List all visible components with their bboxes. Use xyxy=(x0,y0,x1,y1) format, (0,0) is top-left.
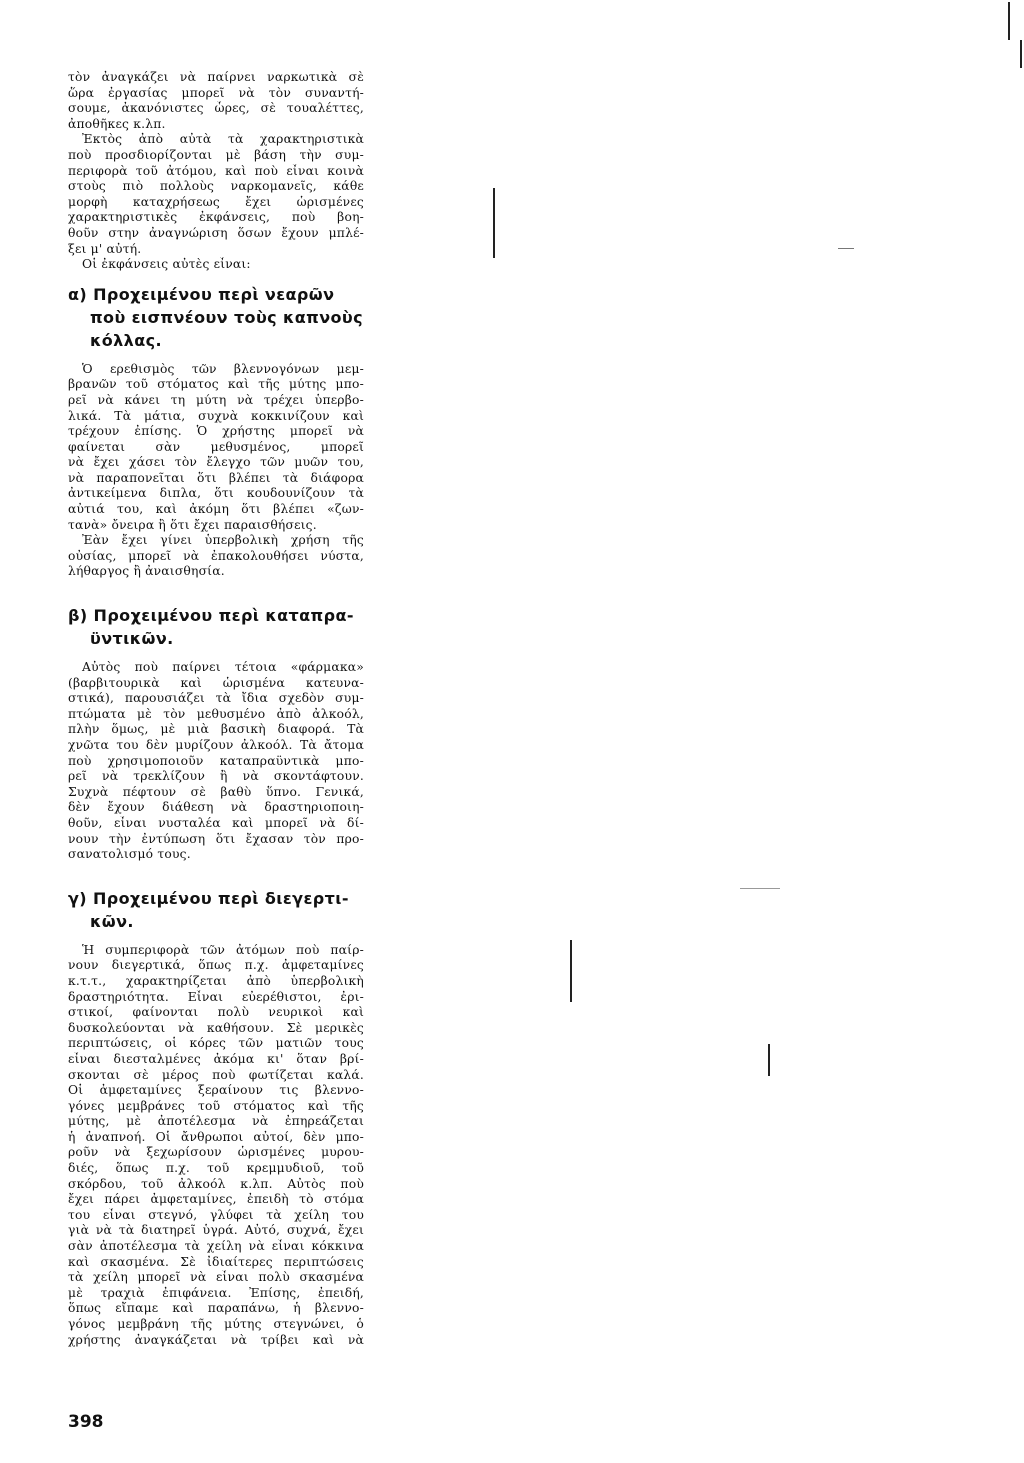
text-line: Ἡ συμπεριφορὰ τῶν ἀτόμων ποὺ παίρ- xyxy=(82,942,364,957)
text-line: περιφορὰ τοῦ ἀτόμου, καὶ ποὺ εἶναι κοινὰ xyxy=(68,163,364,178)
text-line: ἀντικείμενα διπλα, ὅτι κουδουνίζουν τὰ xyxy=(68,486,364,501)
heading-line: κόλλας. xyxy=(90,330,162,350)
paragraph-characteristics xyxy=(68,132,364,272)
text-line: γιὰ νὰ τὰ διατηρεῖ ὑγρά. Αὐτό, συχνά, ἔχει xyxy=(68,1223,364,1238)
text-line: νουν διεγερτικά, ὅπως π.χ. ἀμφεταμίνες xyxy=(68,958,364,973)
scan-artifact-mark xyxy=(1008,2,1010,40)
text-line: τὰ χείλη μπορεῖ νὰ εἶναι πολὺ σκασμένα xyxy=(68,1270,364,1285)
text-line: Οἱ ἀμφεταμίνες ξεραίνουν τις βλεννο- xyxy=(68,1083,364,1098)
text-line: χαρακτηριστικὲς ἐκφάνσεις, ποὺ βοη- xyxy=(68,210,364,225)
text-line: ρεῖ νὰ κάνει τη μύτη νὰ τρέχει ὑπερβο- xyxy=(68,392,364,407)
text-line: θοῦν, εἶναι νυσταλέα καὶ μπορεῖ νὰ δί- xyxy=(68,815,364,830)
text-column xyxy=(68,70,364,1348)
heading-line: γ) Προχειμένου περὶ διεγερτι- xyxy=(68,888,349,908)
section-body-b xyxy=(68,660,364,863)
text-line: τρέχουν ἐπίσης. Ὁ χρήστης μπορεῖ νὰ xyxy=(68,424,364,439)
text-line: θοῦν στην ἀναγνώριση ὅσων ἔχουν μπλέ- xyxy=(68,225,364,240)
heading-line: α) Προχειμένου περὶ νεαρῶν xyxy=(68,284,335,304)
text-line: πτώματα μὲ τὸν μεθυσμένο ἀπὸ ἀλκοόλ, xyxy=(68,706,364,721)
text-line: Ἐκτὸς ἀπὸ αὐτὰ τὰ χαρακτηριστικὰ xyxy=(82,132,364,147)
text-line: του εἶναι στεγνό, γλύφει τὰ χείλη του xyxy=(68,1207,364,1222)
text-line: στικά), παρουσιάζει τὰ ἴδια σχεδὸν συμ- xyxy=(68,691,364,706)
text-line: χνῶτα του δὲν μυρίζουν ἀλκοόλ. Τὰ ἄτομα xyxy=(68,738,364,752)
text-line: δραστηριότητα. Εἶναι εὐερέθιστοι, ἐρι- xyxy=(68,989,364,1004)
text-line: τανὰ» ὄνειρα ἢ ὅτι ἔχει παραισθήσεις. xyxy=(68,517,317,532)
text-line: μορφὴ καταχρήσεως ἔχει ὡρισμένες xyxy=(68,194,364,209)
text-line: μύτης, μὲ ἀποτέλεσμα νὰ ἐπηρεάζεται xyxy=(68,1114,364,1129)
text-line: (βαρβιτουρικὰ καὶ ὡρισμένα κατευνα- xyxy=(68,675,364,690)
page-number: 398 xyxy=(68,1412,104,1432)
text-line: στοὺς πιὸ πολλοὺς ναρκομανεῖς, κάθε xyxy=(68,179,364,194)
heading-line: ποὺ εισπνέουν τοὺς καπνοὺς xyxy=(90,307,364,327)
text-line: σὰν ἀποτέλεσμα τὰ χείλη νὰ εἶναι κόκκινα xyxy=(68,1239,364,1254)
scan-artifact-mark xyxy=(1020,40,1022,68)
heading-line: κῶν. xyxy=(90,911,134,931)
text-line: ροῦν νὰ ξεχωρίσουν ὡρισμένες μυρου- xyxy=(68,1145,364,1160)
text-line: φαίνεται σὰν μεθυσμένος, μπορεῖ xyxy=(68,439,364,454)
text-line: νουν τὴν ἐντύπωση ὅτι ἔχασαν τὸν προ- xyxy=(68,831,364,846)
text-line: σανατολισμό τους. xyxy=(68,847,191,862)
text-line: Οἱ ἐκφάνσεις αὐτὲς εἶναι: xyxy=(82,257,251,272)
text-line: ξει μ' αὐτή. xyxy=(68,241,142,256)
text-line: κ.τ.τ., χαρακτηρίζεται ἀπὸ ὑπερβολικὴ xyxy=(68,973,364,988)
scan-artifact-mark xyxy=(768,1044,770,1076)
text-line: πλὴν ὅμως, μὲ μιὰ βασικὴ διαφορά. Τὰ xyxy=(68,722,364,737)
text-line: λικά. Τὰ μάτια, συχνὰ κοκκινίζουν καὶ xyxy=(68,408,364,423)
text-line: βρανῶν τοῦ στόματος καὶ τῆς μύτης μπο- xyxy=(68,377,364,392)
text-line: μὲ τραχιὰ ἐπιφάνεια. Ἐπίσης, ἐπειδή, xyxy=(68,1285,364,1300)
text-line: δυσκολεύονται νὰ καθήσουν. Σὲ μερικὲς xyxy=(68,1020,364,1035)
text-line: ἡ ἀναπνοή. Οἱ ἄνθρωποι αὐτοί, δὲν μπο- xyxy=(68,1129,364,1144)
text-line: δὲν ἔχουν διάθεση νὰ δραστηριοποιη- xyxy=(68,800,364,815)
text-line: ποὺ χρησιμοποιοῦν καταπραϋντικὰ μπο- xyxy=(68,753,364,768)
text-line: σκόρδου, τοῦ ἀλκοόλ κ.λπ. Αὐτὸς ποὺ xyxy=(68,1176,364,1191)
text-line: ἔχει πάρει ἀμφεταμίνες, ἐπειδὴ τὸ στόμα xyxy=(68,1192,364,1207)
scan-artifact-mark xyxy=(493,188,495,258)
heading-line: β) Προχειμένου περὶ καταπρα- xyxy=(68,606,354,626)
section-body-c xyxy=(68,943,364,1348)
scan-artifact-mark xyxy=(570,940,572,1002)
text-line: γόνες μεμβράνες τοῦ στόματος καὶ τῆς xyxy=(68,1098,364,1113)
text-line: διές, ὅπως π.χ. τοῦ κρεμμυδιοῦ, τοῦ xyxy=(68,1161,364,1176)
text-line: περιπτώσεις, οἱ κόρες τῶν ματιῶν τους xyxy=(68,1036,364,1051)
paragraph-intro xyxy=(68,70,364,132)
text-line: Συχνὰ πέφτουν σὲ βαθὺ ὕπνο. Γενικά, xyxy=(68,784,364,799)
text-line: χρήστης ἀναγκάζεται νὰ τρίβει καὶ νὰ xyxy=(68,1332,364,1347)
text-line: αὐτιά του, καὶ ἀκόμη ὅτι βλέπει «ζων- xyxy=(68,502,364,517)
text-line: Ὁ ερεθισμὸς τῶν βλεννογόνων μεμ- xyxy=(82,361,364,376)
text-line: τὸν ἀναγκάζει νὰ παίρνει ναρκωτικὰ σὲ xyxy=(68,70,364,84)
text-line: νὰ ἔχει χάσει τὸν ἔλεγχο τῶν μυῶν του, xyxy=(68,455,364,470)
text-line: γόνος μεμβράνη τῆς μύτης στεγνώνει, ὁ xyxy=(68,1317,364,1331)
text-line: νὰ παραπονεῖται ὅτι βλέπει τὰ διάφορα xyxy=(68,470,364,485)
section-heading-a xyxy=(68,283,364,352)
text-line: ρεῖ νὰ τρεκλίζουν ἢ νὰ σκοντάφτουν. xyxy=(68,769,364,784)
text-line: ποὺ προσδιορίζονται μὲ βάση τὴν συμ- xyxy=(68,147,364,162)
text-line: οὐσίας, μπορεῖ νὰ ἐπακολουθήσει νύστα, xyxy=(68,548,364,563)
text-line: εἶναι διεσταλμένες ἀκόμα κι' ὅταν βρί- xyxy=(68,1051,364,1066)
scan-artifact-mark xyxy=(838,248,854,249)
heading-line: ϋντικῶν. xyxy=(90,629,174,649)
section-heading-c xyxy=(68,887,364,933)
text-line: καὶ σκασμένα. Σὲ ἰδιαίτερες περιπτώσεις xyxy=(68,1254,364,1269)
text-line: ὅπως εἴπαμε καὶ παραπάνω, ἡ βλεννο- xyxy=(68,1301,364,1316)
text-line: λήθαργος ἢ ἀναισθησία. xyxy=(68,564,225,579)
scan-artifact-mark xyxy=(740,888,780,889)
text-line: στικοί, φαίνονται πολὺ νευρικοὶ καὶ xyxy=(68,1005,364,1020)
text-line: Αὐτὸς ποὺ παίρνει τέτοια «φάρμακα» xyxy=(82,660,364,675)
text-line: Ἐὰν ἔχει γίνει ὑπερβολικὴ χρήση τῆς xyxy=(82,533,364,548)
text-line: ὥρα ἐργασίας μπορεῖ νὰ τὸν συναντή- xyxy=(68,85,364,100)
section-body-a xyxy=(68,362,364,580)
text-line: σουμε, ἀκανόνιστες ὧρες, σὲ τουαλέττες, xyxy=(68,101,364,116)
text-line: σκονται σὲ μέρος ποὺ φωτίζεται καλά. xyxy=(68,1067,364,1082)
text-line: ἀποθῆκες κ.λπ. xyxy=(68,116,166,131)
section-heading-b xyxy=(68,604,364,650)
